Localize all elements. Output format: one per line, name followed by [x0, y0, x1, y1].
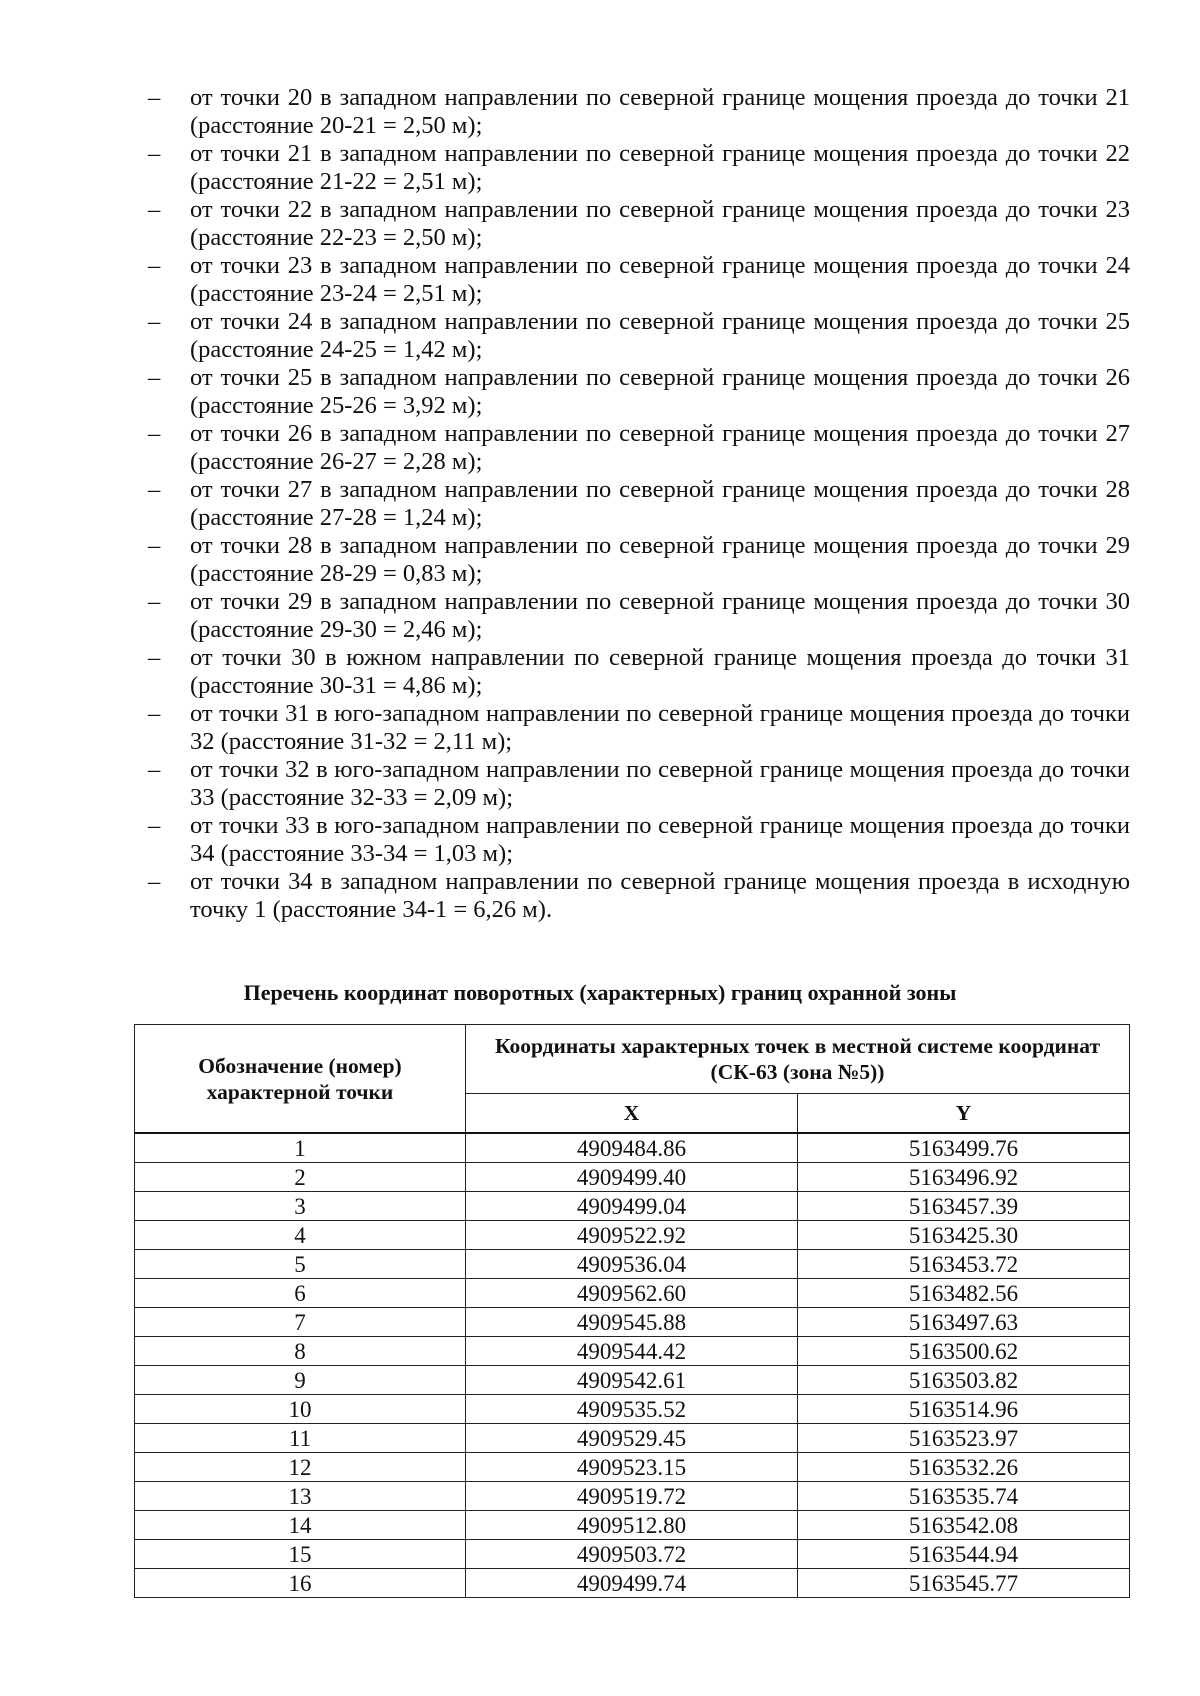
- list-item-text: от точки 30 в южном направлении по северной границе мощения проезда до точки 31: [190, 644, 1130, 671]
- y-coordinate-cell: 5163482.56: [798, 1279, 1130, 1308]
- y-coordinate-cell: 5163542.08: [798, 1511, 1130, 1540]
- list-item-text-continuation: (расстояние 30-31 = 4,86 м);: [190, 672, 483, 699]
- table-row: [135, 1192, 1130, 1221]
- list-item-text-continuation: (расстояние 29-30 = 2,46 м);: [190, 616, 483, 643]
- list-item: [148, 532, 1130, 588]
- list-dash: –: [148, 420, 161, 447]
- list-item-text-continuation: (расстояние 23-24 = 2,51 м);: [190, 280, 483, 307]
- point-number-cell: 5: [135, 1250, 466, 1279]
- point-number-cell: 15: [135, 1540, 466, 1569]
- list-item-text-continuation: 34 (расстояние 33-34 = 1,03 м);: [190, 840, 514, 867]
- x-coordinate-cell: 4909519.72: [466, 1482, 798, 1511]
- column-header-point: Обозначение (номер) характерной точки: [135, 1025, 466, 1134]
- list-dash: –: [148, 140, 161, 167]
- list-dash: –: [148, 812, 161, 839]
- table-row: [135, 1163, 1130, 1192]
- table-row: [135, 1511, 1130, 1540]
- table-row: [135, 1337, 1130, 1366]
- table-row: [135, 1395, 1130, 1424]
- y-coordinate-cell: 5163497.63: [798, 1308, 1130, 1337]
- list-dash: –: [148, 196, 161, 223]
- list-item: [148, 364, 1130, 420]
- y-coordinate-cell: 5163425.30: [798, 1221, 1130, 1250]
- point-number-cell: 14: [135, 1511, 466, 1540]
- list-item: [148, 700, 1130, 756]
- x-coordinate-cell: 4909499.04: [466, 1192, 798, 1221]
- point-number-cell: 4: [135, 1221, 466, 1250]
- column-header-x: X: [466, 1094, 798, 1134]
- list-dash: –: [148, 364, 161, 391]
- list-item: [148, 196, 1130, 252]
- table-row: [135, 1424, 1130, 1453]
- list-item-text: от точки 33 в юго-западном направлении по северной границе мощения проезда до точки: [190, 812, 1130, 839]
- list-item: [148, 420, 1130, 476]
- list-item-text: от точки 22 в западном направлении по северной границе мощения проезда до точки 23: [190, 196, 1130, 223]
- list-item-text-continuation: (расстояние 27-28 = 1,24 м);: [190, 504, 483, 531]
- list-item-text: от точки 24 в западном направлении по северной границе мощения проезда до точки 25: [190, 308, 1130, 335]
- point-number-cell: 2: [135, 1163, 466, 1192]
- point-number-cell: 6: [135, 1279, 466, 1308]
- list-item: [148, 476, 1130, 532]
- list-item-text: от точки 29 в западном направлении по северной границе мощения проезда до точки 30: [190, 588, 1130, 615]
- table-row: [135, 1308, 1130, 1337]
- list-item-text: от точки 25 в западном направлении по северной границе мощения проезда до точки 26: [190, 364, 1130, 391]
- list-dash: –: [148, 700, 161, 727]
- list-item: [148, 84, 1130, 140]
- y-coordinate-cell: 5163496.92: [798, 1163, 1130, 1192]
- y-coordinate-cell: 5163500.62: [798, 1337, 1130, 1366]
- list-item: [148, 756, 1130, 812]
- list-dash: –: [148, 532, 161, 559]
- point-number-cell: 1: [135, 1133, 466, 1163]
- point-number-cell: 8: [135, 1337, 466, 1366]
- x-coordinate-cell: 4909499.74: [466, 1569, 798, 1598]
- list-item: [148, 588, 1130, 644]
- table-row: [135, 1221, 1130, 1250]
- point-number-cell: 7: [135, 1308, 466, 1337]
- list-item-text: от точки 20 в западном направлении по северной границе мощения проезда до точки 21: [190, 84, 1130, 111]
- x-coordinate-cell: 4909522.92: [466, 1221, 798, 1250]
- column-header-coordinates: Координаты характерных точек в местной системе координат (СК-63 (зона №5)): [466, 1025, 1130, 1094]
- list-item-text: от точки 26 в западном направлении по северной границе мощения проезда до точки 27: [190, 420, 1130, 447]
- x-coordinate-cell: 4909512.80: [466, 1511, 798, 1540]
- list-item: [148, 644, 1130, 700]
- y-coordinate-cell: 5163545.77: [798, 1569, 1130, 1598]
- list-item-text: от точки 31 в юго-западном направлении по северной границе мощения проезда до точки: [190, 700, 1130, 727]
- table-title: Перечень координат поворотных (характерных) границ охранной зоны: [243, 980, 957, 1005]
- y-coordinate-cell: 5163514.96: [798, 1395, 1130, 1424]
- table-row: [135, 1453, 1130, 1482]
- x-coordinate-cell: 4909535.52: [466, 1395, 798, 1424]
- list-item-text: от точки 28 в западном направлении по северной границе мощения проезда до точки 29: [190, 532, 1130, 559]
- list-dash: –: [148, 588, 161, 615]
- list-item-text: от точки 34 в западном направлении по северной границе мощения проезда в исходную: [190, 868, 1130, 895]
- list-item: [148, 868, 1130, 924]
- list-item: [148, 812, 1130, 868]
- list-item-text-continuation: (расстояние 20-21 = 2,50 м);: [190, 112, 483, 139]
- y-coordinate-cell: 5163503.82: [798, 1366, 1130, 1395]
- y-coordinate-cell: 5163544.94: [798, 1540, 1130, 1569]
- x-coordinate-cell: 4909536.04: [466, 1250, 798, 1279]
- list-dash: –: [148, 868, 161, 895]
- list-item: [148, 308, 1130, 364]
- table-row: [135, 1482, 1130, 1511]
- point-number-cell: 13: [135, 1482, 466, 1511]
- list-item: [148, 252, 1130, 308]
- table-row: [135, 1540, 1130, 1569]
- list-item-text: от точки 21 в западном направлении по северной границе мощения проезда до точки 22: [190, 140, 1130, 167]
- point-number-cell: 12: [135, 1453, 466, 1482]
- y-coordinate-cell: 5163535.74: [798, 1482, 1130, 1511]
- point-number-cell: 9: [135, 1366, 466, 1395]
- y-coordinate-cell: 5163453.72: [798, 1250, 1130, 1279]
- x-coordinate-cell: 4909529.45: [466, 1424, 798, 1453]
- point-number-cell: 10: [135, 1395, 466, 1424]
- x-coordinate-cell: 4909545.88: [466, 1308, 798, 1337]
- list-item-text-continuation: точку 1 (расстояние 34-1 = 6,26 м).: [190, 896, 553, 923]
- list-item-text-continuation: 33 (расстояние 32-33 = 2,09 м);: [190, 784, 514, 811]
- point-number-cell: 16: [135, 1569, 466, 1598]
- table-row: [135, 1133, 1130, 1163]
- boundary-description-list: [148, 84, 1130, 924]
- y-coordinate-cell: 5163523.97: [798, 1424, 1130, 1453]
- list-item-text: от точки 27 в западном направлении по северной границе мощения проезда до точки 28: [190, 476, 1130, 503]
- list-item-text-continuation: (расстояние 28-29 = 0,83 м);: [190, 560, 483, 587]
- list-item-text-continuation: (расстояние 21-22 = 2,51 м);: [190, 168, 483, 195]
- table-row: [135, 1366, 1130, 1395]
- point-number-cell: 11: [135, 1424, 466, 1453]
- column-header-y: Y: [798, 1094, 1130, 1134]
- table-row: [135, 1279, 1130, 1308]
- y-coordinate-cell: 5163532.26: [798, 1453, 1130, 1482]
- list-item-text-continuation: (расстояние 22-23 = 2,50 м);: [190, 224, 483, 251]
- list-item-text-continuation: (расстояние 26-27 = 2,28 м);: [190, 448, 483, 475]
- x-coordinate-cell: 4909544.42: [466, 1337, 798, 1366]
- list-item-text-continuation: (расстояние 24-25 = 1,42 м);: [190, 336, 483, 363]
- y-coordinate-cell: 5163457.39: [798, 1192, 1130, 1221]
- list-dash: –: [148, 644, 161, 671]
- list-dash: –: [148, 84, 161, 111]
- list-item-text: от точки 23 в западном направлении по северной границе мощения проезда до точки 24: [190, 252, 1130, 279]
- x-coordinate-cell: 4909523.15: [466, 1453, 798, 1482]
- x-coordinate-cell: 4909499.40: [466, 1163, 798, 1192]
- list-item-text-continuation: 32 (расстояние 31-32 = 2,11 м);: [190, 728, 513, 755]
- list-dash: –: [148, 756, 161, 783]
- x-coordinate-cell: 4909484.86: [466, 1133, 798, 1163]
- list-dash: –: [148, 252, 161, 279]
- point-number-cell: 3: [135, 1192, 466, 1221]
- y-coordinate-cell: 5163499.76: [798, 1133, 1130, 1163]
- table-row: [135, 1250, 1130, 1279]
- list-item-text-continuation: (расстояние 25-26 = 3,92 м);: [190, 392, 483, 419]
- coordinates-table: [134, 1024, 1130, 1598]
- x-coordinate-cell: 4909562.60: [466, 1279, 798, 1308]
- table-row: [135, 1569, 1130, 1598]
- x-coordinate-cell: 4909503.72: [466, 1540, 798, 1569]
- list-item: [148, 140, 1130, 196]
- list-dash: –: [148, 308, 161, 335]
- list-item-text: от точки 32 в юго-западном направлении по северной границе мощения проезда до точки: [190, 756, 1130, 783]
- x-coordinate-cell: 4909542.61: [466, 1366, 798, 1395]
- list-dash: –: [148, 476, 161, 503]
